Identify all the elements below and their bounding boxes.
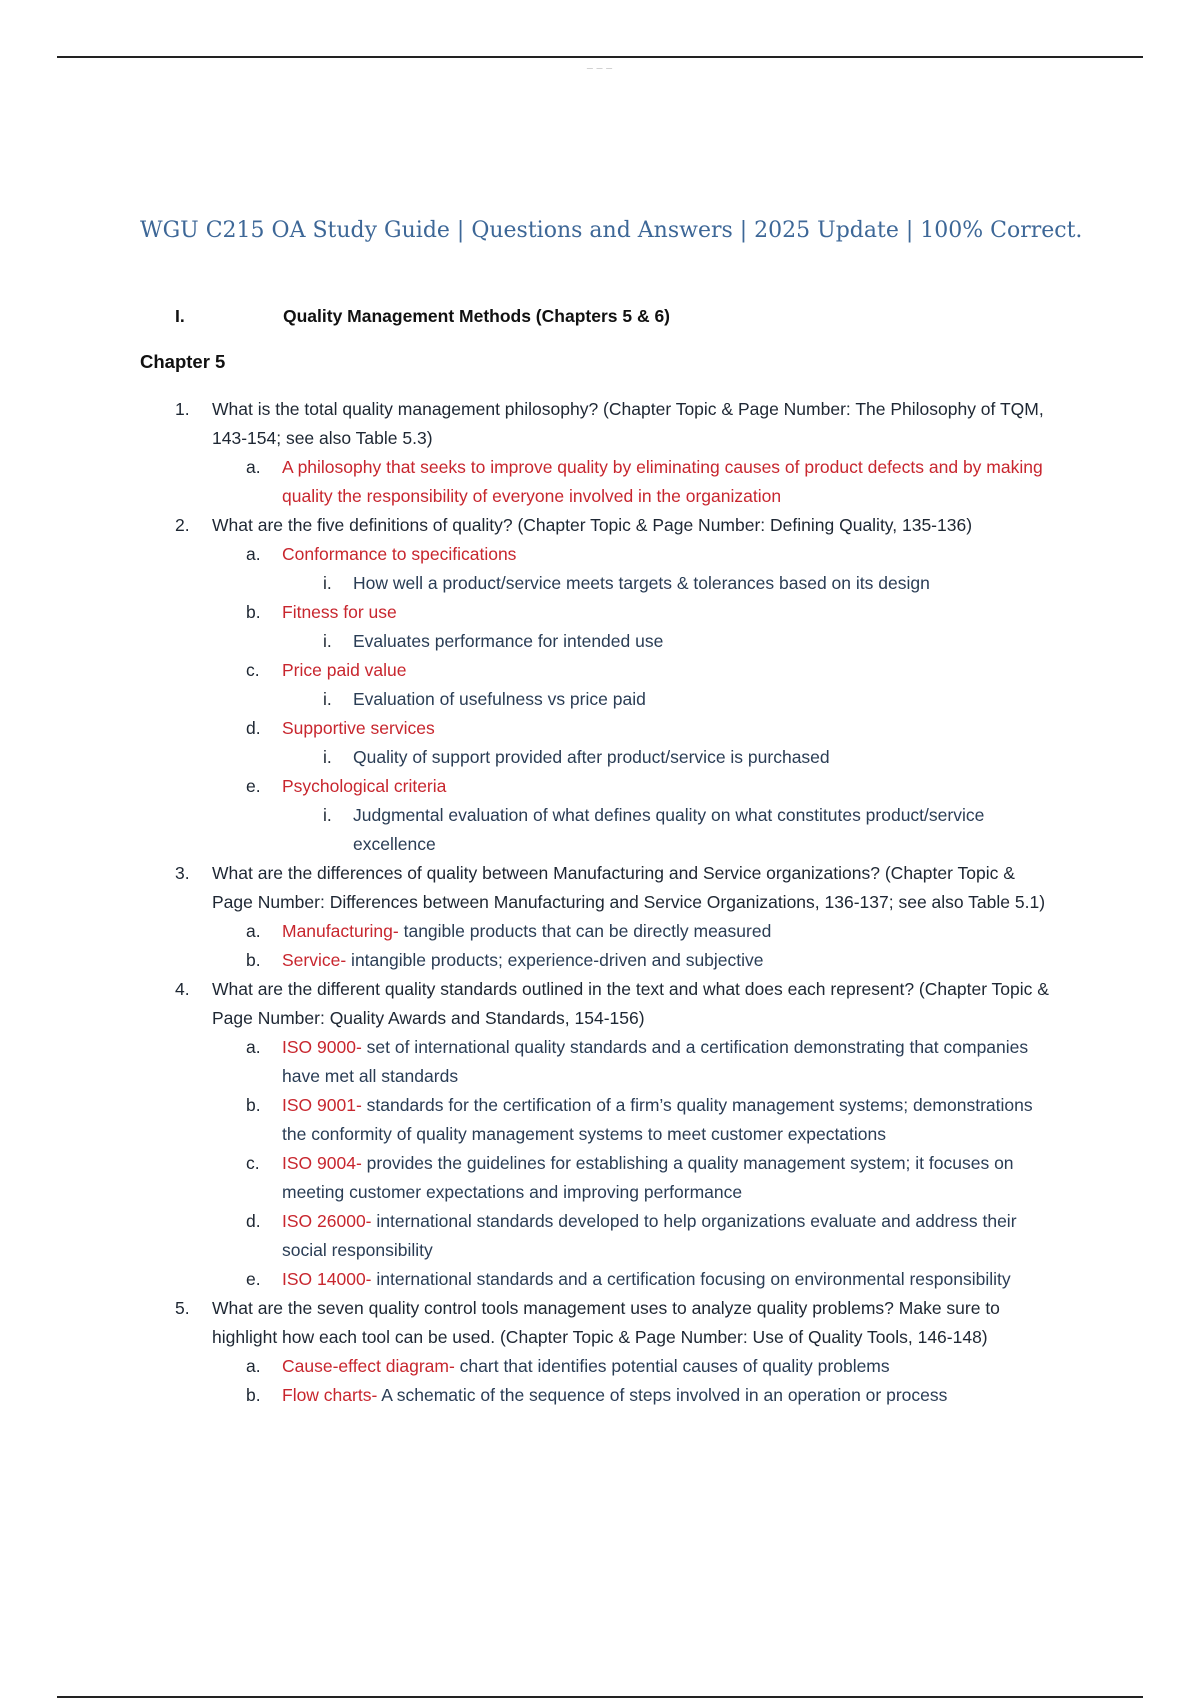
answer-letter: a. [246, 457, 261, 477]
answer-letter: a. [246, 544, 261, 564]
detail-text: How well a product/service meets targets & tolerances based on its design [353, 573, 930, 593]
answer-description: international standards and a certification focusing on environmental responsibility [371, 1269, 1011, 1289]
answer-item [0, 917, 1052, 946]
answer-term: Flow charts- [282, 1385, 378, 1405]
answer-item [0, 714, 1052, 743]
detail-number: i. [323, 573, 332, 593]
answer-term: ISO 14000- [282, 1269, 372, 1289]
answer-item [0, 1265, 1052, 1294]
detail-text: Evaluation of usefulness vs price paid [353, 689, 646, 709]
question-text: What are the five definitions of quality? (Chapter Topic & Page Number: Defining Quality, 135-136) [212, 515, 973, 535]
answer-detail [0, 627, 1053, 656]
answer-letter: d. [246, 1211, 261, 1231]
answer-detail [0, 743, 1053, 772]
top-rule [57, 56, 1143, 58]
bottom-rule [57, 1696, 1143, 1698]
answer-item [0, 946, 1052, 975]
answer-description: set of international quality standards and a certification demonstrating that companies have met all standards [282, 1037, 1029, 1086]
answer-letter: e. [246, 776, 261, 796]
answer-term: ISO 9004- [282, 1153, 362, 1173]
answer-item [0, 453, 1052, 511]
section-number: I. [175, 306, 185, 326]
answer-item [0, 540, 1052, 569]
answer-item [0, 1381, 1052, 1410]
question-text: What is the total quality management philosophy? (Chapter Topic & Page Number: The Philosophy of TQM, 143-154; see also Table 5.3) [212, 399, 1044, 448]
question-number: 5. [175, 1298, 190, 1318]
question-text: What are the seven quality control tools management uses to analyze quality problems? Make sure to highlight how each tool can be used. (Chapter Topic & Page Number: Use of Quality Tools, 146-148) [212, 1298, 1000, 1347]
answer-description: intangible products; experience-driven and subjective [346, 950, 764, 970]
answer-term: Cause-effect diagram- [282, 1356, 455, 1376]
question-number: 4. [175, 979, 190, 999]
chapter-heading: Chapter 5 [140, 351, 226, 372]
question-text: What are the differences of quality between Manufacturing and Service organizations? (Chapter Topic & Page Number: Differences between Manufacturing and Service Organizations, 136-137; see also Table 5.1) [212, 863, 1046, 912]
answer-detail [0, 685, 1053, 714]
answer-letter: a. [246, 921, 261, 941]
answer-term: Fitness for use [282, 602, 397, 622]
section-label: Quality Management Methods (Chapters 5 & 6) [283, 306, 671, 326]
answer-item [0, 1352, 1052, 1381]
answer-description: chart that identifies potential causes of quality problems [454, 1356, 890, 1376]
detail-number: i. [323, 631, 332, 651]
answer-letter: a. [246, 1356, 261, 1376]
question-item [0, 395, 1052, 453]
answer-letter: b. [246, 950, 261, 970]
answer-detail [0, 569, 1053, 598]
answer-letter: c. [246, 1153, 260, 1173]
answer-item [0, 1207, 1052, 1265]
answer-letter: e. [246, 1269, 261, 1289]
answer-term: Psychological criteria [282, 776, 447, 796]
answer-term: ISO 9001- [282, 1095, 362, 1115]
detail-text: Evaluates performance for intended use [353, 631, 664, 651]
detail-number: i. [323, 689, 332, 709]
question-text: What are the different quality standards outlined in the text and what does each represent? (Chapter Topic & Page Number: Quality Awards and Standards, 154-156) [212, 979, 1049, 1028]
question-item [0, 975, 1052, 1033]
detail-number: i. [323, 805, 332, 825]
question-number: 2. [175, 515, 190, 535]
question-item [0, 859, 1052, 917]
detail-number: i. [323, 747, 332, 767]
answer-item [0, 772, 1052, 801]
answer-term: ISO 9000- [282, 1037, 362, 1057]
answer-letter: b. [246, 1385, 261, 1405]
answer-term: Price paid value [282, 660, 407, 680]
answer-letter: a. [246, 1037, 261, 1057]
answer-description: standards for the certification of a firm’s quality management systems; demonstrations the conformity of quality management systems to meet customer expectations [282, 1095, 1033, 1144]
answer-item [0, 1091, 1052, 1149]
answer-term: Conformance to specifications [282, 544, 517, 564]
answer-letter: b. [246, 602, 261, 622]
answer-description: provides the guidelines for establishing a quality management system; it focuses on meeting customer expectations and improving performance [282, 1153, 1014, 1202]
document-title: WGU C215 OA Study Guide | Questions and Answers | 2025 Update | 100% Correct. [140, 218, 1083, 243]
answer-item [0, 1149, 1052, 1207]
answer-item [0, 598, 1052, 627]
detail-text: Judgmental evaluation of what defines quality on what constitutes product/service excellence [353, 805, 985, 854]
answer-letter: c. [246, 660, 260, 680]
answer-letter: b. [246, 1095, 261, 1115]
answer-term: Service- [282, 950, 347, 970]
answer-term: ISO 26000- [282, 1211, 372, 1231]
answer-description: tangible products that can be directly measured [398, 921, 772, 941]
section-heading [175, 306, 670, 327]
answer-item [0, 656, 1052, 685]
answer-term: A philosophy that seeks to improve quality by eliminating causes of product defects and by making quality the responsibility of everyone involved in the organization [282, 457, 1043, 506]
answer-detail [0, 801, 1053, 859]
answer-letter: d. [246, 718, 261, 738]
answer-description: A schematic of the sequence of steps involved in an operation or process [377, 1385, 948, 1405]
header-mark: — — — [586, 66, 614, 72]
detail-text: Quality of support provided after product/service is purchased [353, 747, 830, 767]
question-list [0, 395, 1200, 1410]
question-number: 1. [175, 399, 190, 419]
answer-description: international standards developed to help organizations evaluate and address their social responsibility [282, 1211, 1017, 1260]
question-number: 3. [175, 863, 190, 883]
answer-term: Manufacturing- [282, 921, 399, 941]
question-item [0, 511, 1052, 540]
answer-term: Supportive services [282, 718, 435, 738]
question-item [0, 1294, 1052, 1352]
answer-item [0, 1033, 1052, 1091]
